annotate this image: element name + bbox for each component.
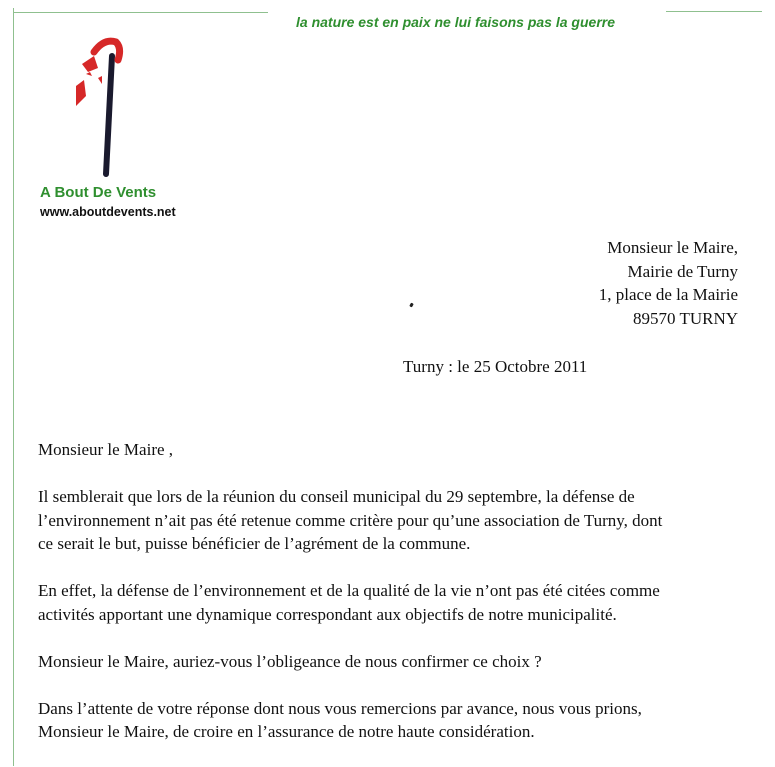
recipient-line: 1, place de la Mairie bbox=[598, 285, 738, 304]
frame-line-top-right bbox=[666, 11, 762, 12]
paragraph: Il semblerait que lors de la réunion du conseil municipal du 29 septembre, la défense de l’environnement n’ait pas été retenue comme critère pour qu’une association de Turny, dont ce serait le but, puisse bénéficier de l’agrément de la commune. bbox=[38, 487, 663, 553]
paragraph: Dans l’attente de votre réponse dont nous vous remercions par avance, nous vous prions, Monsieur le Maire, de croire en l’assurance de notre haute considération. bbox=[38, 698, 642, 741]
frame-line-left bbox=[13, 8, 14, 766]
recipient-address bbox=[599, 236, 738, 330]
scan-speck bbox=[409, 303, 414, 308]
letter-body bbox=[38, 438, 758, 767]
wind-vane-logo-icon bbox=[68, 34, 128, 179]
paragraph: Monsieur le Maire, auriez-vous l’obligeance de nous confirmer ce choix ? bbox=[38, 651, 542, 671]
salutation: Monsieur le Maire , bbox=[38, 440, 174, 459]
frame-line-top bbox=[13, 12, 268, 13]
recipient-line: 89570 TURNY bbox=[633, 308, 738, 328]
org-name: A Bout De Vents bbox=[40, 184, 157, 201]
recipient-line: Mairie de Turny bbox=[627, 261, 738, 281]
motto: la nature est en paix ne lui faisons pas la guerre bbox=[296, 14, 615, 30]
letter-date: Turny : le 25 Octobre 2011 bbox=[403, 357, 588, 376]
recipient-line: Monsieur le Maire, bbox=[607, 238, 738, 257]
paragraph: En effet, la défense de l’environnement et de la qualité de la vie n’ont pas été citées comme activités apportant une dynamique correspondant aux objectifs de notre municipalité. bbox=[38, 581, 660, 624]
org-website: www.aboutdevents.net bbox=[40, 205, 176, 219]
